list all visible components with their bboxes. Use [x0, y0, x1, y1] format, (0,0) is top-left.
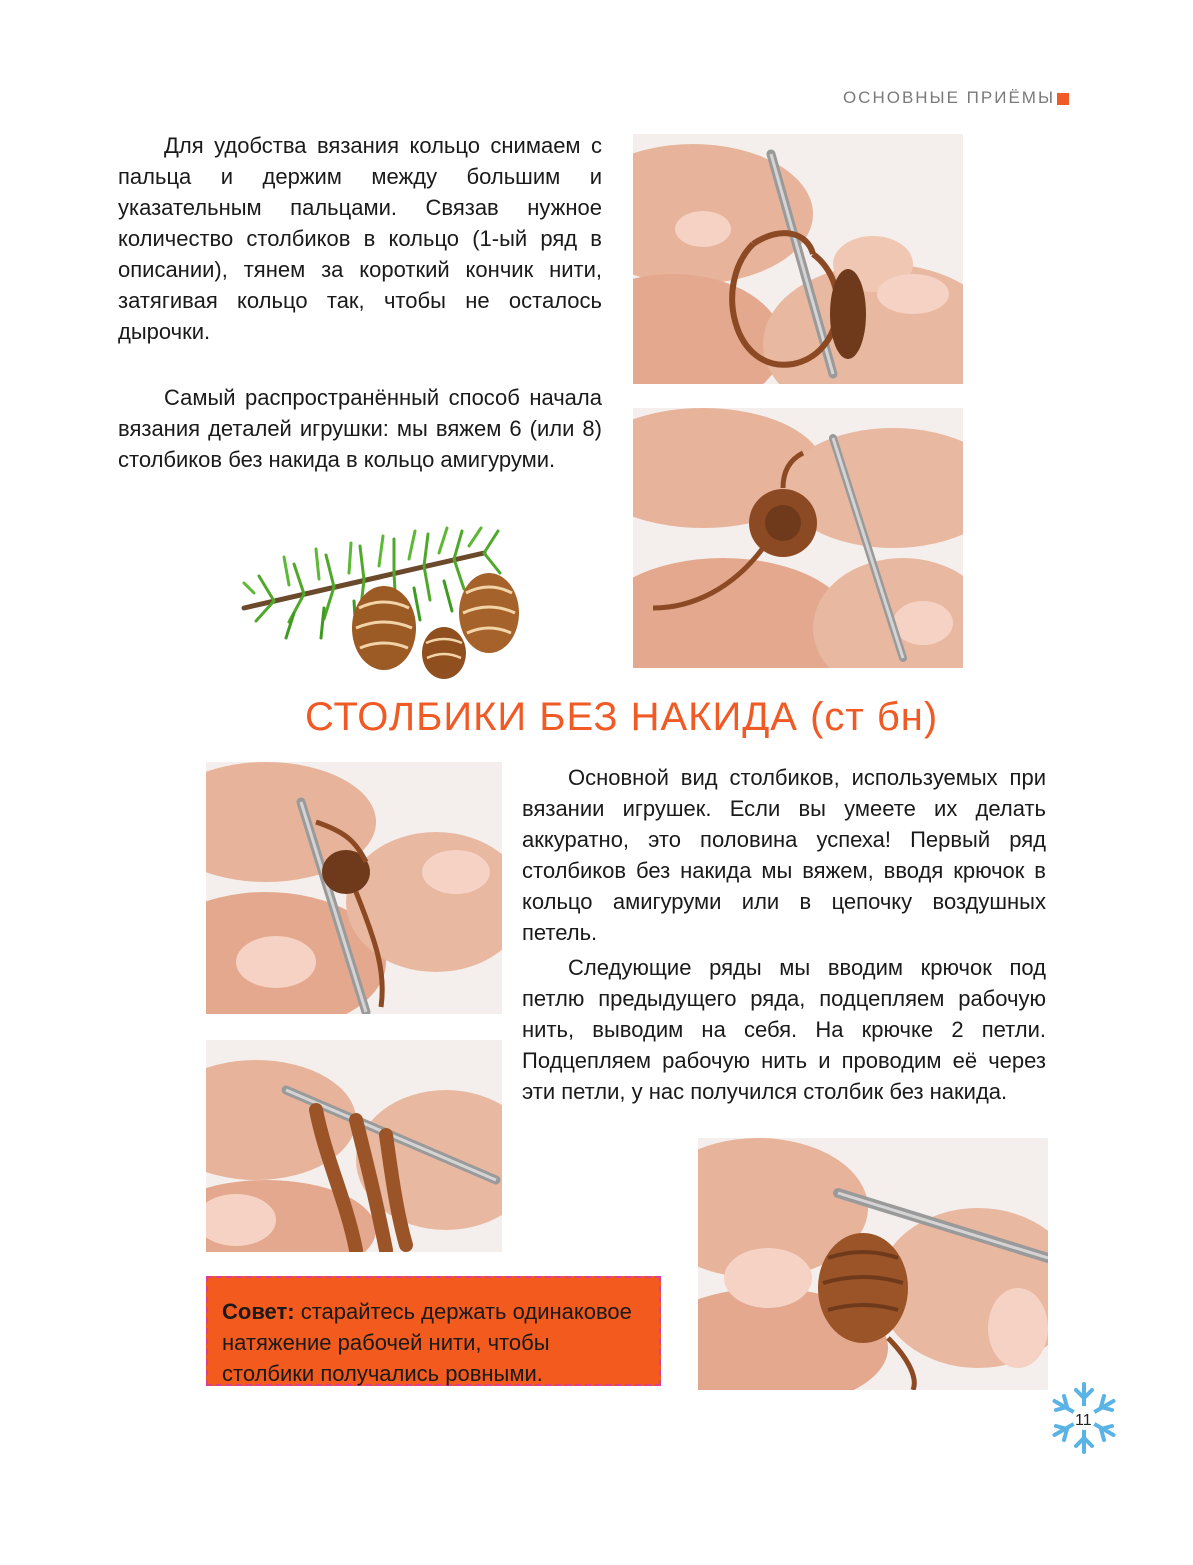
tip-body: старайтесь держать одинаковое натяжение рабочей нити, чтобы столбики получались ровными. — [222, 1299, 632, 1386]
tip-box — [206, 1276, 661, 1386]
paragraph-next-rows: Следующие ряды мы вводим крючок под петлю предыдущего ряда, подцепляем рабочую нить, выводим на себя. На крючке 2 петли. Подцепляем рабочую нить и проводим её через эти петли, у нас получился столбик без накида. — [522, 955, 1046, 1104]
tip-text — [222, 1296, 641, 1389]
photo-pull-through-loops — [206, 1040, 502, 1252]
paragraph-start-method: Самый распространённый способ начала вязания деталей игрушки: мы вяжем 6 (или 8) столбиков без накида в кольцо амигуруми. — [118, 385, 602, 472]
photo-finished-stitch — [698, 1138, 1048, 1390]
tip-label: Совет: — [222, 1299, 295, 1324]
photo-ring-on-hook — [633, 134, 963, 384]
paragraph-ring-removal: Для удобства вязания кольцо снимаем с пальца и держим между большим и указательным пальцами. Связав нужное количество столбиков в кольцо (1-ый ряд в описании), тянем за короткий кончик нити, затягивая кольцо так, чтобы не осталось дырочки. — [118, 133, 602, 344]
section-header: ОСНОВНЫЕ ПРИЁМЫ — [842, 88, 1055, 107]
pine-branch-illustration — [234, 493, 534, 683]
header-square-icon — [1057, 93, 1069, 105]
photo-amigurumi-ring — [633, 408, 963, 668]
page-number: 11 — [1075, 1412, 1092, 1429]
paragraph-sc-description: Основной вид столбиков, используемых при вязании игрушек. Если вы умеете их делать аккуратно, это половина успеха! Первый ряд столбиков без накида мы вяжем, вводя крючок в кольцо амигуруми или в цепочку воздушных петель. — [522, 765, 1046, 945]
photo-first-row-stitch — [206, 762, 502, 1014]
section-title: СТОЛБИКИ БЕЗ НАКИДА (ст бн) — [305, 695, 939, 739]
